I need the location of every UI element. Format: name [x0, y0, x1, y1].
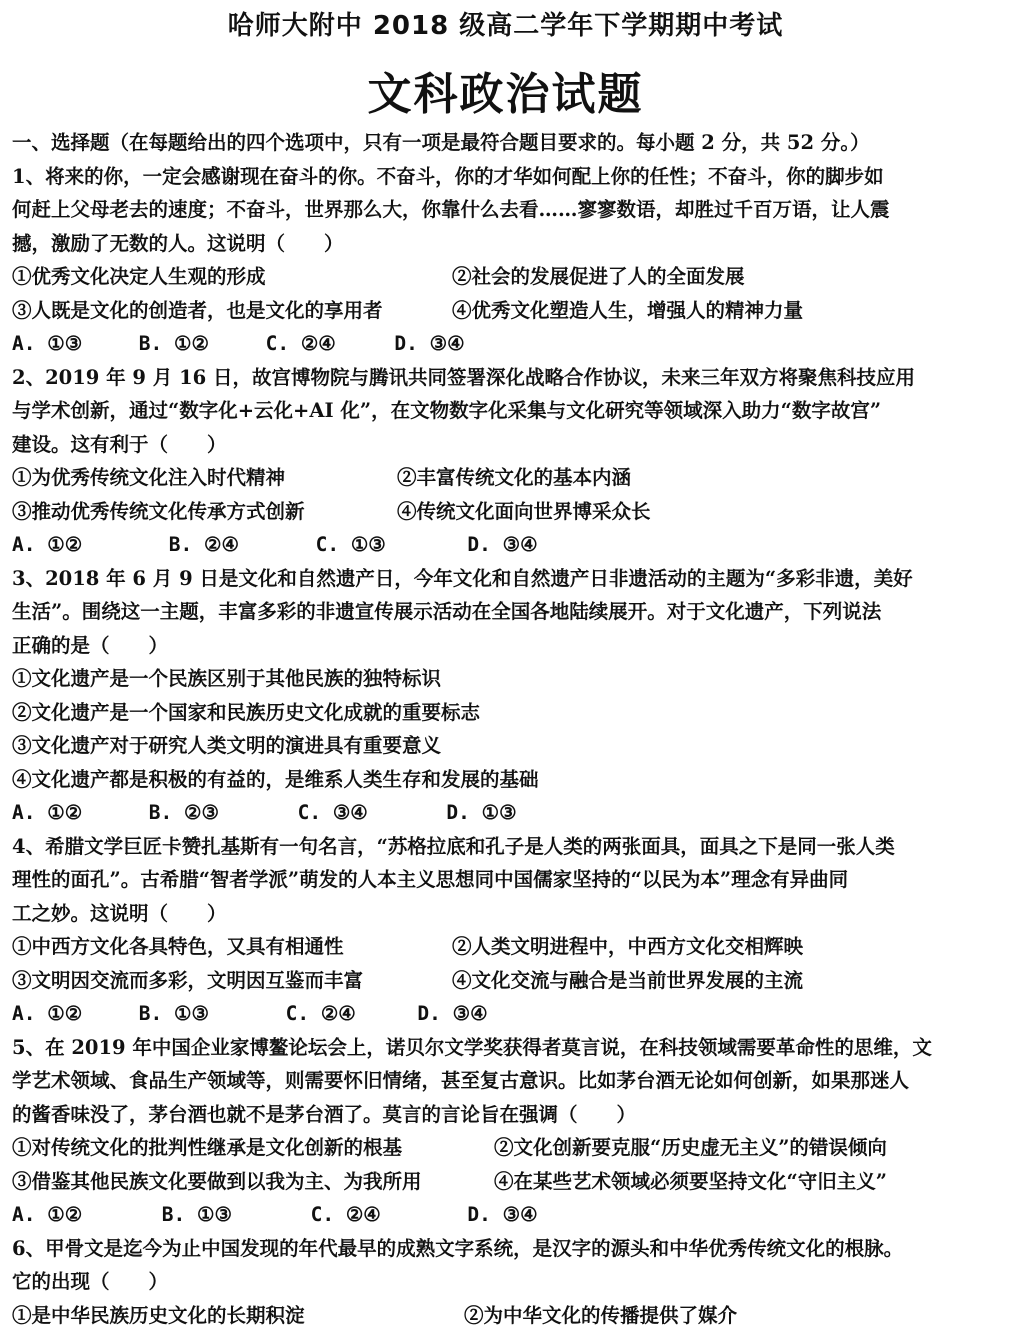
option-4: ④优秀文化塑造人生，增强人的精神力量	[452, 298, 804, 322]
answer-row	[12, 997, 1002, 1031]
option-2: ②人类文明进程中，中西方文化交相辉映	[452, 935, 804, 958]
question-text-line: 工之妙。这说明（ ）	[12, 901, 227, 925]
option-row	[12, 930, 1002, 964]
answer-b: B. ②③	[148, 801, 219, 824]
option-4: ④文化交流与融合是当前世界发展的主流	[452, 968, 804, 992]
answer-a: A. ①②	[12, 533, 83, 556]
option-2: ②丰富传统文化的基本内涵	[397, 466, 632, 489]
section-heading: 一、选择题（在每题给出的四个选项中，只有一项是最符合题目要求的。每小题 2 分，共 52 分。）	[12, 131, 870, 154]
option-2: ②为中华文化的传播提供了媒介	[464, 1303, 738, 1327]
exam-title: 哈师大附中 2018 级高二学年下学期期中考试	[227, 11, 784, 41]
answer-a: A. ①②	[12, 1002, 83, 1025]
answer-b: B. ①③	[161, 1203, 232, 1226]
option-1: ①是中华民族历史文化的长期积淀	[12, 1303, 305, 1327]
question-text-line: 正确的是（ ）	[12, 633, 169, 657]
answer-a: A. ①②	[12, 1203, 83, 1226]
answer-d: D. ③④	[467, 533, 538, 556]
answer-b: B. ②④	[168, 533, 239, 556]
answer-a: A. ①②	[12, 801, 83, 824]
option-row	[12, 964, 1002, 998]
option-1: ①中西方文化各具特色，又具有相通性	[12, 935, 344, 958]
answer-c: C. ③④	[297, 801, 368, 824]
option-4: ④传统文化面向世界博采众长	[397, 499, 651, 523]
option-row	[12, 1131, 1002, 1165]
question-text-line: 理性的面孔”。古希腊“智者学派”萌发的人本主义思想同中国儒家坚持的“以民为本”理念有异曲同	[12, 868, 849, 891]
question-text-line: 它的出现（ ）	[12, 1270, 169, 1293]
option-2: ②文化创新要克服“历史虚无主义”的错误倾向	[494, 1136, 887, 1159]
question-text-line: 2、2019 年 9 月 16 日，故宫博物院与腾讯共同签署深化战略合作协议，未来三年双方将聚焦科技应用	[12, 365, 915, 389]
option-3: ③借鉴其他民族文化要做到以我为主、为我所用	[12, 1169, 422, 1193]
question-6	[12, 1232, 1002, 1333]
question-3	[12, 562, 1002, 830]
option-3: ③文化遗产对于研究人类文明的演进具有重要意义	[12, 734, 442, 757]
question-1	[12, 160, 1002, 361]
question-text-line: 6、甲骨文是迄今为止中国发现的年代最早的成熟文字系统，是汉字的源头和中华优秀传统文化的根脉。	[12, 1236, 904, 1260]
option-1: ①优秀文化决定人生观的形成	[12, 265, 266, 288]
question-text-line: 何赶上父母老去的速度；不奋斗，世界那么大，你靠什么去看……寥寥数语，却胜过千百万语，让人震	[12, 198, 890, 221]
option-4: ④文化遗产都是积极的有益的，是维系人类生存和发展的基础	[12, 767, 539, 791]
question-text-line: 建设。这有利于（ ）	[12, 432, 227, 456]
option-3: ③人既是文化的创造者，也是文化的享用者	[12, 298, 383, 322]
question-5	[12, 1031, 1002, 1232]
answer-row	[12, 1198, 1002, 1232]
question-text-line: 的酱香味没了，茅台酒也就不是茅台酒了。莫言的言论旨在强调（ ）	[12, 1102, 637, 1126]
option-row	[12, 495, 1002, 529]
question-2	[12, 361, 1002, 562]
option-3: ③文明因交流而多彩，文明因互鉴而丰富	[12, 968, 364, 992]
exam-content	[12, 126, 1002, 1332]
question-text-line: 撼，激励了无数的人。这说明（ ）	[12, 231, 344, 255]
option-3: ③推动优秀传统文化传承方式创新	[12, 499, 305, 523]
answer-c: C. ②④	[285, 1002, 356, 1025]
answer-c: C. ②④	[265, 332, 336, 355]
option-2: ②社会的发展促进了人的全面发展	[452, 265, 745, 288]
option-1: ①对传统文化的批判性继承是文化创新的根基	[12, 1136, 403, 1159]
answer-row	[12, 796, 1002, 830]
option-1: ①为优秀传统文化注入时代精神	[12, 466, 286, 489]
question-text-line: 3、2018 年 6 月 9 日是文化和自然遗产日，今年文化和自然遗产日非遗活动的主题为“多彩非遗，美好	[12, 566, 913, 590]
option-2: ②文化遗产是一个国家和民族历史文化成就的重要标志	[12, 700, 481, 724]
answer-row	[12, 327, 1002, 361]
question-4	[12, 830, 1002, 1031]
question-text-line: 4、希腊文学巨匠卡赞扎基斯有一句名言，“苏格拉底和孔子是人类的两张面具，面具之下是同一张人类	[12, 834, 895, 858]
question-text-line: 生活”。围绕这一主题，丰富多彩的非遗宣传展示活动在全国各地陆续展开。对于文化遗产，下列说法	[12, 600, 882, 623]
question-text-line: 1、将来的你，一定会感谢现在奋斗的你。不奋斗，你的才华如何配上你的任性；不奋斗，你的脚步如	[12, 164, 884, 188]
option-row	[12, 260, 1002, 294]
option-row	[12, 1299, 1002, 1333]
answer-row	[12, 528, 1002, 562]
exam-subtitle: 文科政治试题	[367, 69, 644, 120]
question-text-line: 学艺术领域、食品生产领域等，则需要怀旧情绪，甚至复古意识。比如茅台酒无论如何创新，如果那迷人	[12, 1069, 910, 1092]
answer-d: D. ③④	[417, 1002, 488, 1025]
answer-d: D. ①③	[446, 801, 517, 824]
question-text-line: 5、在 2019 年中国企业家博鳌论坛会上，诺贝尔文学奖获得者莫言说，在科技领域需要革命性的思维，文	[12, 1035, 932, 1059]
answer-a: A. ①③	[12, 332, 83, 355]
answer-b: B. ①②	[138, 332, 209, 355]
option-4: ④在某些艺术领域必须要坚持文化“守旧主义”	[494, 1169, 887, 1193]
answer-d: D. ③④	[394, 332, 465, 355]
question-text-line: 与学术创新，通过“数字化+云化+AI 化”，在文物数字化采集与文化研究等领域深入助力“数字故宫”	[12, 399, 882, 422]
option-1: ①文化遗产是一个民族区别于其他民族的独特标识	[12, 667, 442, 690]
answer-b: B. ①③	[138, 1002, 209, 1025]
answer-c: C. ②④	[310, 1203, 381, 1226]
answer-d: D. ③④	[467, 1203, 538, 1226]
option-row	[12, 294, 1002, 328]
option-row	[12, 461, 1002, 495]
answer-c: C. ①③	[315, 533, 386, 556]
option-row	[12, 1165, 1002, 1199]
